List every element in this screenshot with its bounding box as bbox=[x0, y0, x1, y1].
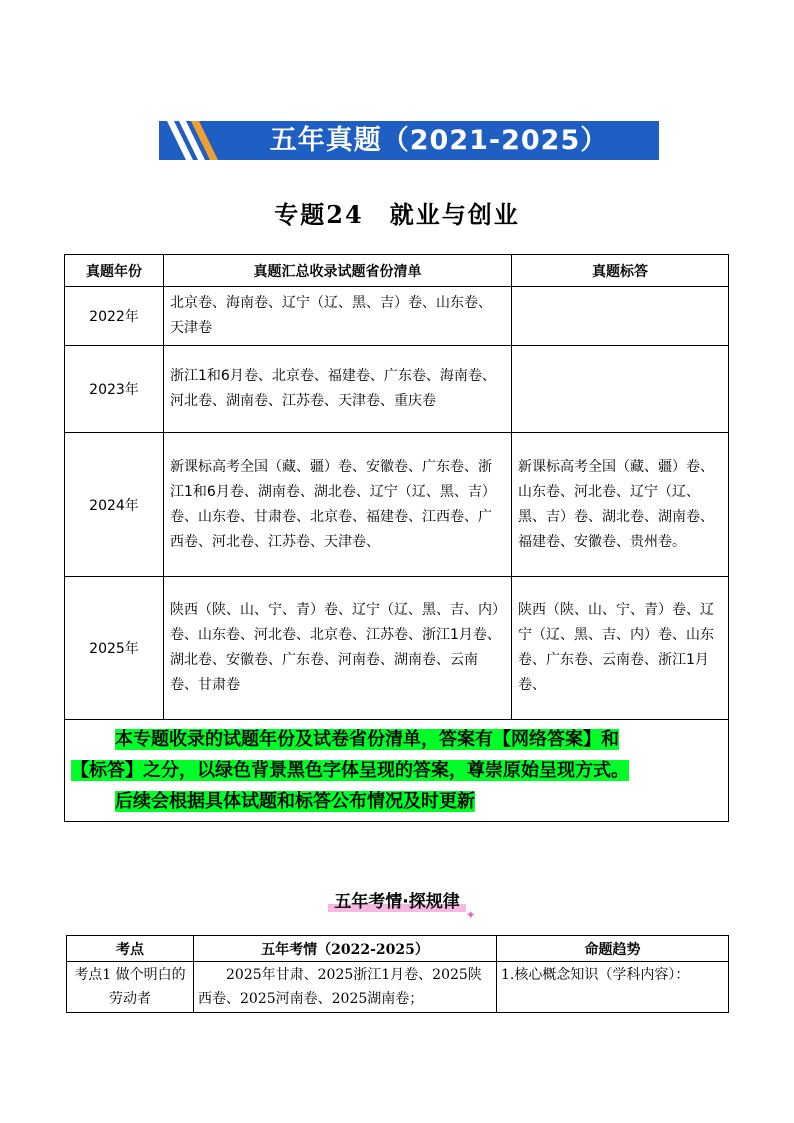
header-standard-answer: 真题标答 bbox=[512, 255, 729, 287]
table-header-row bbox=[65, 255, 729, 287]
header-province-list: 真题汇总收录试题省份清单 bbox=[164, 255, 512, 287]
header-trend: 命题趋势 bbox=[497, 936, 729, 962]
table-row bbox=[65, 287, 729, 346]
table-row bbox=[65, 433, 729, 577]
row-province-list: 北京卷、海南卷、辽宁（辽、黑、吉）卷、山东卷、天津卷 bbox=[164, 287, 512, 346]
topic-heading: 专题24 就业与创业 bbox=[274, 200, 520, 229]
row-answer: 新课标高考全国（藏、疆）卷、山东卷、河北卷、辽宁（辽、黑、吉）卷、湖北卷、湖南卷、福建卷、安徽卷、贵州卷。 bbox=[512, 433, 729, 577]
row-year: 2023年 bbox=[65, 346, 164, 433]
table-row bbox=[67, 962, 729, 1013]
notice-cell bbox=[65, 720, 729, 822]
header-year: 真题年份 bbox=[65, 255, 164, 287]
row-answer bbox=[512, 287, 729, 346]
row-year: 2025年 bbox=[65, 577, 164, 720]
notice-line-2: 【标答】之分，以绿色背景黑色字体呈现的答案，尊崇原始呈现方式。 bbox=[71, 760, 629, 781]
province-list-table bbox=[64, 254, 729, 822]
exam-analysis-table bbox=[66, 935, 729, 1013]
row-answer: 陕西（陕、山、宁、青）卷、辽宁（辽、黑、吉、内）卷、山东卷、广东卷、云南卷、浙江1月卷、 bbox=[512, 577, 729, 720]
section-title: 五年考情·探规律 ✦ bbox=[324, 885, 469, 914]
row-year: 2022年 bbox=[65, 287, 164, 346]
sparkle-icon: ✦ bbox=[465, 908, 476, 922]
title-banner bbox=[159, 121, 659, 160]
header-five-year-situation: 五年考情（2022-2025） bbox=[194, 936, 497, 962]
exam-header-row bbox=[67, 936, 729, 962]
header-exam-point: 考点 bbox=[67, 936, 194, 962]
exam-trend: 1.核心概念知识（学科内容）： bbox=[497, 962, 729, 1013]
row-answer bbox=[512, 346, 729, 433]
section-header bbox=[0, 885, 794, 922]
row-province-list: 新课标高考全国（藏、疆）卷、安徽卷、广东卷、浙江1和6月卷、湖南卷、湖北卷、辽宁（辽、黑、吉）卷、山东卷、甘肃卷、北京卷、福建卷、江西卷、广西卷、河北卷、江苏卷、天津卷、 bbox=[164, 433, 512, 577]
notice-line-1: 本专题收录的试题年份及试卷省份清单，答案有【网络答案】和 bbox=[115, 729, 619, 750]
table-row bbox=[65, 577, 729, 720]
notice-row bbox=[65, 720, 729, 822]
row-year: 2024年 bbox=[65, 433, 164, 577]
table-row bbox=[65, 346, 729, 433]
row-province-list: 陕西（陕、山、宁、青）卷、辽宁（辽、黑、吉、内）卷、山东卷、河北卷、北京卷、江苏卷、浙江1月卷、湖北卷、安徽卷、广东卷、河南卷、湖南卷、云南卷、甘肃卷 bbox=[164, 577, 512, 720]
notice-line-3: 后续会根据具体试题和标答公布情况及时更新 bbox=[115, 791, 475, 812]
exam-situation: 2025年甘肃、2025浙江1月卷、2025陕西卷、2025河南卷、2025湖南卷； bbox=[194, 962, 497, 1013]
row-province-list: 浙江1和6月卷、北京卷、福建卷、广东卷、海南卷、河北卷、湖南卷、江苏卷、天津卷、重庆卷 bbox=[164, 346, 512, 433]
exam-point: 考点1 做个明白的劳动者 bbox=[67, 962, 194, 1013]
banner-title: 五年真题（2021-2025） bbox=[269, 125, 609, 156]
